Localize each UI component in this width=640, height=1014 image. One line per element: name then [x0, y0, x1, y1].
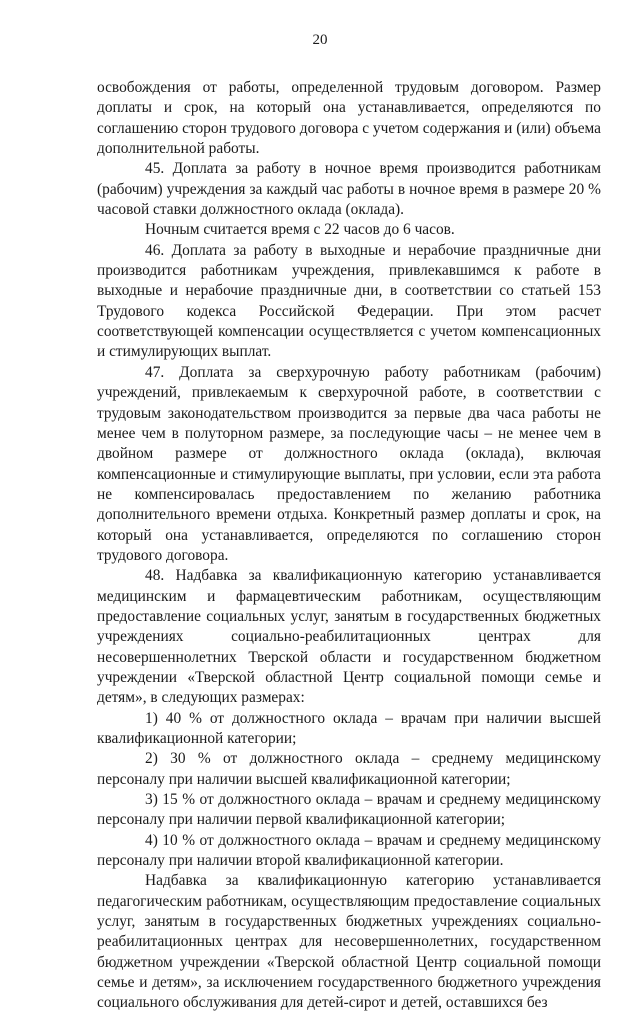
paragraph-continuation: освобождения от работы, определенной трудовым договором. Размер доплаты и срок, на который она устанавливается, определяются по соглашению сторон трудового договора с учетом содержания и (или) объема дополнительной работы. — [97, 79, 601, 158]
paragraph-47: 47. Доплата за сверхурочную работу работникам (рабочим) учреждений, привлекаемым к сверхурочной работе, в соответствии с трудовым законодательством производится за первые два часа работы не менее чем в полуторном размере, за последующие часы – не менее чем в двойном размере от должностного оклада (оклада), включая компенсационные и стимулирующие выплаты, при условии, если эта работа не компенсировалась предоставлением по желанию работника дополнительного времени отдыха. Конкретный размер доплаты и срок, на который она устанавливается, определяются по соглашению сторон трудового договора. — [97, 363, 601, 564]
list-item-2: 2) 30 % от должностного оклада – среднему медицинскому персоналу при наличии высшей квалификационной категории; — [97, 750, 601, 788]
list-item-3: 3) 15 % от должностного оклада – врачам и среднему медицинскому персоналу при наличии первой квалификационной категории; — [97, 791, 601, 829]
paragraph-pedagogical-bonus: Надбавка за квалификационную категорию устанавливается педагогическим работникам, осуществляющим предоставление социальных услуг, занятым в государственных бюджетных учреждениях социально-реабилитационных центрах для несовершеннолетних, государственном бюджетном учреждении «Тверской областной Центр социальной помощи семье и детям», за исключением государственного бюджетного учреждения социального обслуживания для детей-сирот и детей, оставшихся без — [97, 872, 601, 1012]
paragraph-night-time: Ночным считается время с 22 часов до 6 часов. — [145, 221, 455, 239]
document-body — [97, 78, 601, 1014]
paragraph-48: 48. Надбавка за квалификационную категорию устанавливается медицинским и фармацевтическим работникам, осуществляющим предоставление социальных услуг, занятым в государственных бюджетных учреждениях социально-реабилитационных центрах для несовершеннолетних Тверской области и государственном бюджетном учреждении «Тверской областной Центр социальной помощи семье и детям», в следующих размерах: — [97, 567, 601, 707]
page-number: 20 — [312, 32, 328, 48]
list-item-4: 4) 10 % от должностного оклада – врачам и среднему медицинскому персоналу при наличии второй квалификационной категории. — [97, 831, 601, 870]
list-item-1: 1) 40 % от должностного оклада – врачам при наличии высшей квалификационной категории; — [97, 709, 601, 747]
paragraph-46: 46. Доплата за работу в выходные и нерабочие праздничные дни производится работникам учреждения, привлекавшимся к работе в выходные и нерабочие праздничные дни, в соответствии со статьей 153 Трудового кодекса Российской Федерации. При этом расчет соответствующей компенсации осуществляется с учетом компенсационных и стимулирующих выплат. — [97, 241, 601, 361]
paragraph-45: 45. Доплата за работу в ночное время производится работникам (рабочим) учреждения за каждый час работы в ночное время в размере 20 % часовой ставки должностного оклада (оклада). — [97, 160, 601, 219]
